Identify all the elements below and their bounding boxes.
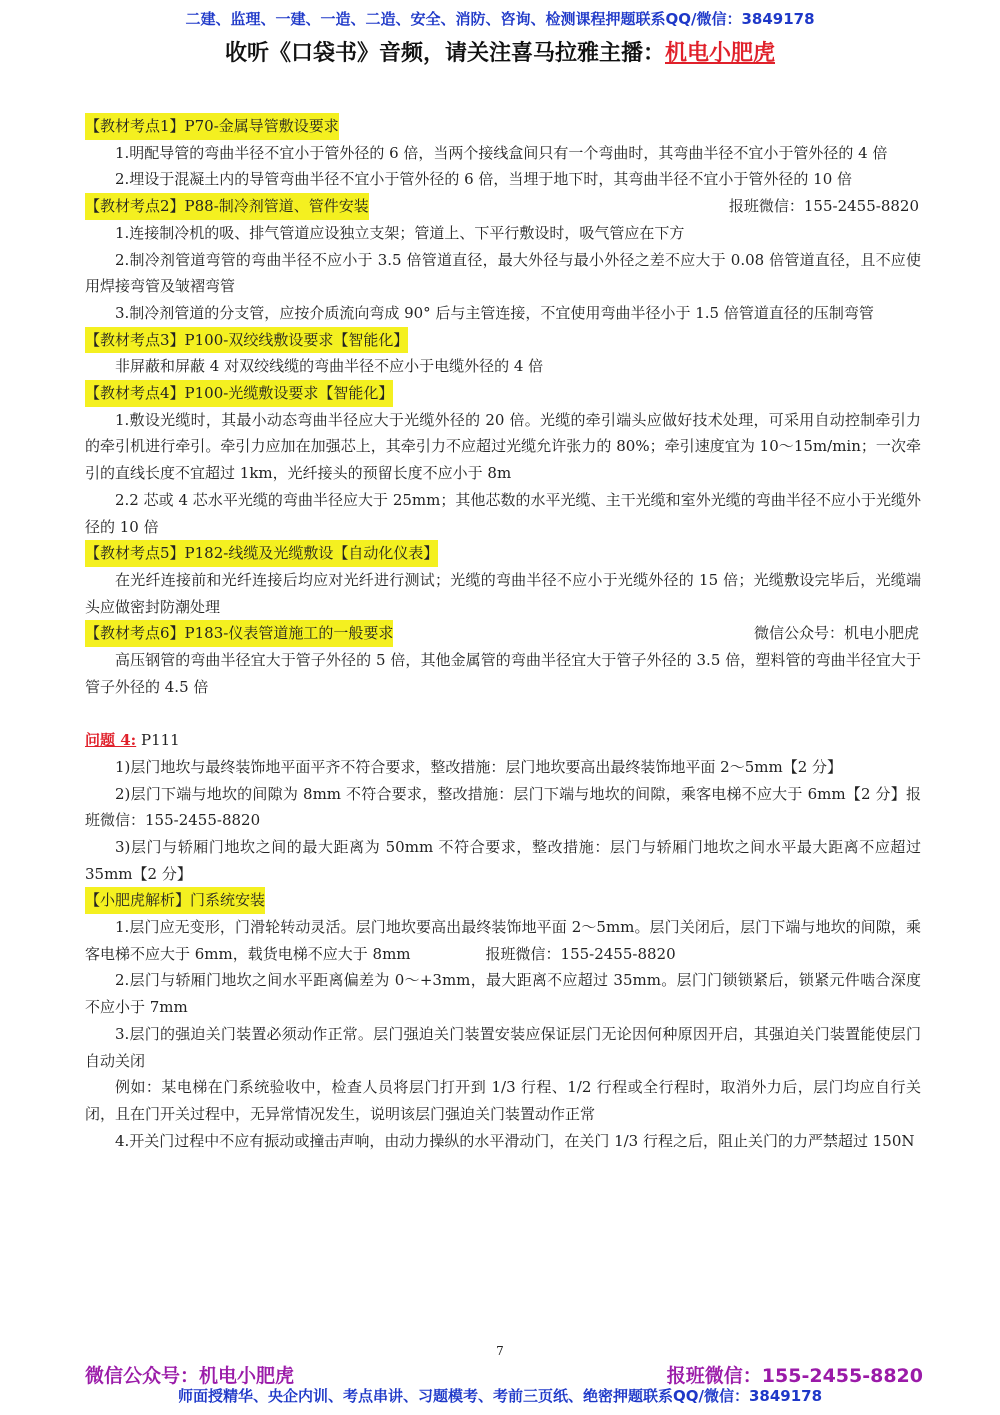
footer-left: 微信公众号：机电小肥虎 xyxy=(85,1365,295,1387)
point-heading: 【教材考点2】P88-制冷剂管道、管件安装 xyxy=(85,193,369,220)
point-heading: 【教材考点1】P70-金属导管敷设要求 xyxy=(85,113,339,140)
title-prefix: 收听《口袋书》音频，请关注喜马拉雅主播： xyxy=(224,41,665,66)
point-heading: 【教材考点4】P100-光缆敷设要求【智能化】 xyxy=(85,380,393,407)
analysis-block xyxy=(85,887,921,1154)
question-item: 1)层门地坎与最终装饰地平面平齐不符合要求，整改措施：层门地坎要高出最终装饰地平面 2～5mm【2 分】 xyxy=(115,757,843,776)
question-label: 问题 4: xyxy=(85,731,137,750)
analysis-paragraph: 例如：某电梯在门系统验收中，检查人员将层门打开到 1/3 行程、1/2 行程或全行程时，取消外力后，层门均应自行关闭，且在门开关过程中，无异常情况发生，说明该层门强迫关门装置动作正常 xyxy=(85,1078,921,1123)
point-heading: 【教材考点5】P182-线缆及光缆敷设【自动化仪表】 xyxy=(85,540,438,567)
point-paragraph: 1.明配导管的弯曲半径不宜小于管外径的 6 倍，当两个接线盒间只有一个弯曲时，其弯曲半径不宜小于管外径的 4 倍 xyxy=(115,143,888,162)
question-item: 3)层门与轿厢门地坎之间的最大距离为 50mm 不符合要求，整改措施：层门与轿厢门地坎之间水平最大距离不应超过 35mm【2 分】 xyxy=(85,837,921,883)
point-paragraph: 2.2 芯或 4 芯水平光缆的弯曲半径应大于 25mm；其他芯数的水平光缆、主干光缆和室外光缆的弯曲半径不应小于光缆外径的 10 倍 xyxy=(85,490,921,536)
question-block xyxy=(85,727,921,887)
analysis-paragraph: 2.层门与轿厢门地坎之间水平距离偏差为 0～+3mm，最大距离不应超过 35mm。层门门锁锁紧后，锁紧元件啮合深度不应小于 7mm xyxy=(85,971,921,1017)
point-aside: 微信公众号：机电小肥虎 xyxy=(753,624,919,643)
question-item: 2)层门下端与地坎的间隙为 8mm 不符合要求，整改措施：层门下端与地坎的间隙，乘客电梯不应大于 6mm【2 分】报班微信：155-2455-8820 xyxy=(85,784,921,830)
point-heading-line xyxy=(85,113,921,140)
point-paragraph: 2.制冷剂管道弯管的弯曲半径不应小于 3.5 倍管道直径，最大外径与最小外径之差不应大于 0.08 倍管道直径，且不应使用焊接弯管及皱褶弯管 xyxy=(85,250,921,296)
question-ref: P111 xyxy=(136,731,180,750)
point-paragraph: 2.埋设于混凝土内的导管弯曲半径不宜小于管外径的 6 倍，当埋于地下时，其弯曲半径不宜小于管外径的 10 倍 xyxy=(115,170,853,189)
host-name: 机电小肥虎 xyxy=(665,41,776,66)
analysis-paragraph: 4.开关门过程中不应有振动或撞击声响，由动力操纵的水平滑动门，在关门 1/3 行程之后，阻止关门的力严禁超过 150N xyxy=(115,1131,915,1150)
page-number: 7 xyxy=(496,1344,504,1358)
analysis-heading: 【小肥虎解析】门系统安装 xyxy=(85,887,265,914)
point-heading-line xyxy=(85,380,921,407)
footer-right: 报班微信：155-2455-8820 xyxy=(666,1365,923,1387)
page-title xyxy=(0,36,1000,67)
document-body xyxy=(85,113,921,1154)
point-heading: 【教材考点3】P100-双绞线敷设要求【智能化】 xyxy=(85,327,408,354)
point-paragraph: 非屏蔽和屏蔽 4 对双绞线缆的弯曲半径不应小于电缆外径的 4 倍 xyxy=(115,357,544,376)
point-heading-line xyxy=(85,193,921,220)
point-paragraph: 高压钢管的弯曲半径宜大于管子外径的 5 倍，其他金属管的弯曲半径宜大于管子外径的 3.5 倍，塑料管的弯曲半径宜大于管子外径的 4.5 倍 xyxy=(85,651,921,696)
point-paragraph: 1.连接制冷机的吸、排气管道应设独立支架；管道上、下平行敷设时，吸气管应在下方 xyxy=(115,223,685,242)
analysis-paragraph: 3.层门的强迫关门装置必须动作正常。层门强迫关门装置安装应保证层门无论因何种原因开启，其强迫关门装置能使层门自动关闭 xyxy=(85,1024,921,1070)
top-contact-line: 二建、监理、一建、一造、二造、安全、消防、咨询、检测课程押题联系QQ/微信：3849178 xyxy=(185,10,815,28)
point-heading-line xyxy=(85,620,921,647)
point-heading-line xyxy=(85,540,921,567)
point-aside: 报班微信：155-2455-8820 xyxy=(728,197,919,216)
point-heading: 【教材考点6】P183-仪表管道施工的一般要求 xyxy=(85,620,393,647)
point-paragraph: 1.敷设光缆时，其最小动态弯曲半径应大于光缆外径的 20 倍。光缆的牵引端头应做好技术处理，可采用自动控制牵引力的牵引机进行牵引。牵引力应加在加强芯上，其牵引力不应超过光缆允许张力的 80%；牵引速度宜为 10～15m/min；一次牵引的直线长度不宜超过 1km，光纤接头的预留长度不应小于 8m xyxy=(85,410,921,483)
point-paragraph: 在光纤连接前和光纤连接后均应对光纤进行测试；光缆的弯曲半径不应小于光缆外径的 15 倍；光缆敷设完毕后，光缆端头应做密封防潮处理 xyxy=(85,570,921,616)
point-heading-line xyxy=(85,327,921,354)
footer-contacts xyxy=(85,1361,923,1388)
exam-points xyxy=(85,113,921,700)
point-paragraph: 3.制冷剂管道的分支管，应按介质流向弯成 90° 后与主管连接，不宜使用弯曲半径小于 1.5 倍管道直径的压制弯管 xyxy=(115,303,874,322)
analysis-paragraph: 1.层门应无变形，门滑轮转动灵活。层门地坎要高出最终装饰地平面 2～5mm。层门关闭后，层门下端与地坎的间隙，乘客电梯不应大于 6mm，载货电梯不应大于 8mm 报班微信：155-2455-8820 xyxy=(85,918,921,963)
footer-bottom-line: 师面授精华、央企内训、考点串讲、习题模考、考前三页纸、绝密押题联系QQ/微信：3849178 xyxy=(177,1387,823,1405)
